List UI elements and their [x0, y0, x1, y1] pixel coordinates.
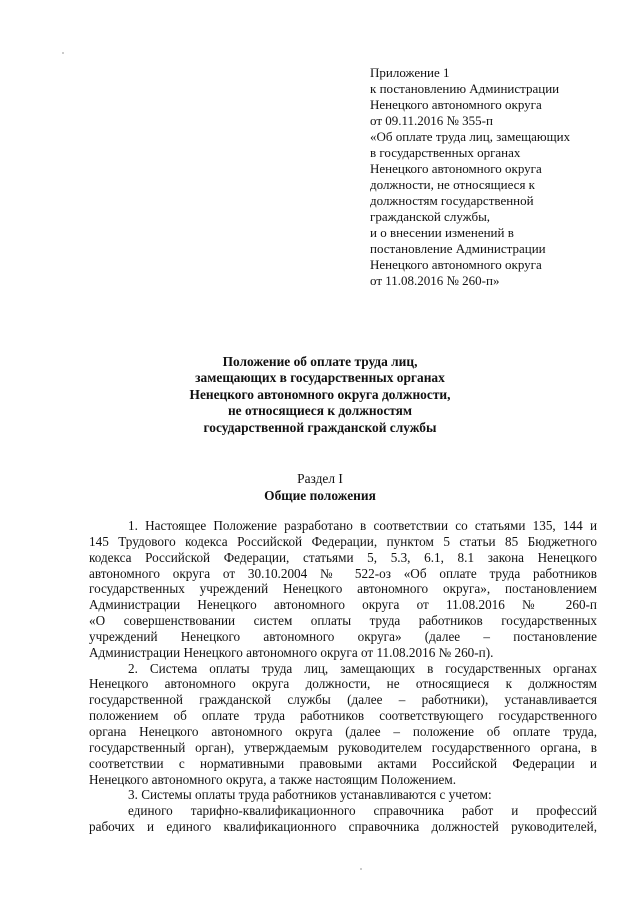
annex-header — [370, 65, 632, 289]
body-line: Администрации Ненецкого автономного округа от 11.08.2016 № 260-п). — [89, 644, 494, 660]
body-line: учреждений Ненецкого автономного округа» (далее – постановление — [89, 628, 597, 644]
section-header — [0, 470, 640, 504]
body-line: 145 Трудового кодекса Российской Федерации, пунктом 5 статьи 85 Бюджетного — [89, 533, 597, 549]
annex-line: Ненецкого автономного округа — [370, 161, 542, 176]
body-line: государственной гражданской службы (далее – работники), устанавливается — [89, 692, 597, 708]
annex-line: Ненецкого автономного округа — [370, 97, 542, 112]
body-line: государственный орган), утверждаемым руководителем государственного органа, в — [89, 739, 597, 755]
body-line: 2. Система оплаты труда лиц, замещающих в государственных органах — [128, 660, 597, 676]
body-line: 3. Системы оплаты труда работников устанавливаются с учетом: — [128, 787, 492, 803]
title-line: Ненецкого автономного округа должности, — [189, 386, 451, 402]
scan-speck — [360, 868, 362, 870]
body-line: кодекса Российской Федерации, статьями 5, 5.3, 6.1, 8.1 закона Ненецкого — [89, 549, 597, 565]
body-line: Администрации Ненецкого автономного округа от 11.08.2016 № 260-п — [89, 597, 597, 613]
annex-line: Приложение 1 — [370, 65, 450, 80]
body-line: единого тарифно-квалификационного справочника работ и профессий — [128, 803, 597, 819]
body-line: органа Ненецкого автономного округа (далее – положение об оплате труда, — [89, 723, 597, 739]
body-line: Ненецкого автономного округа должности, не относящиеся к должностям — [89, 676, 597, 692]
body-line: государственных учреждений Ненецкого автономного округа», постановлением — [89, 581, 597, 597]
body-line: рабочих и единого квалификационного справочника должностей руководителей, — [89, 819, 597, 835]
scan-speck — [62, 52, 64, 54]
body-line: 1. Настоящее Положение разработано в соответствии со статьями 135, 144 и — [128, 518, 597, 533]
annex-line: к постановлению Администрации — [370, 81, 560, 96]
annex-line: «Об оплате труда лиц, замещающих — [370, 129, 571, 144]
annex-line: в государственных органах — [370, 145, 521, 160]
title-line: не относящиеся к должностям — [227, 403, 413, 419]
body-line: «О совершенствовании систем оплаты труда работников государственных — [89, 613, 597, 629]
body-text — [89, 518, 597, 835]
annex-line: Ненецкого автономного округа — [370, 257, 542, 272]
title-line: государственной гражданской службы — [203, 419, 437, 435]
annex-line: гражданской службы, — [370, 209, 491, 224]
document-title — [0, 354, 640, 436]
annex-line: от 09.11.2016 № 355-п — [370, 113, 493, 128]
annex-line: должностям государственной — [370, 193, 534, 208]
title-line: Положение об оплате труда лиц, — [222, 354, 418, 369]
title-line: замещающих в государственных органах — [195, 370, 445, 386]
body-line: соответствии с нормативными правовыми актами Российской Федерации и — [89, 755, 597, 771]
body-line: Ненецкого автономного округа, а также настоящим Положением. — [89, 771, 457, 787]
annex-line: должности, не относящиеся к — [370, 177, 535, 192]
section-number: Раздел I — [297, 471, 343, 486]
annex-line: от 11.08.2016 № 260-п» — [370, 273, 500, 288]
annex-line: и о внесении изменений в — [370, 225, 514, 240]
body-line: положением об оплате труда работников соответствующего государственного — [89, 708, 597, 724]
section-heading: Общие положения — [264, 488, 376, 503]
annex-line: постановление Администрации — [370, 241, 546, 256]
body-line: автономного округа от 30.10.2004 № 522-оз «Об оплате труда работников — [89, 565, 597, 581]
